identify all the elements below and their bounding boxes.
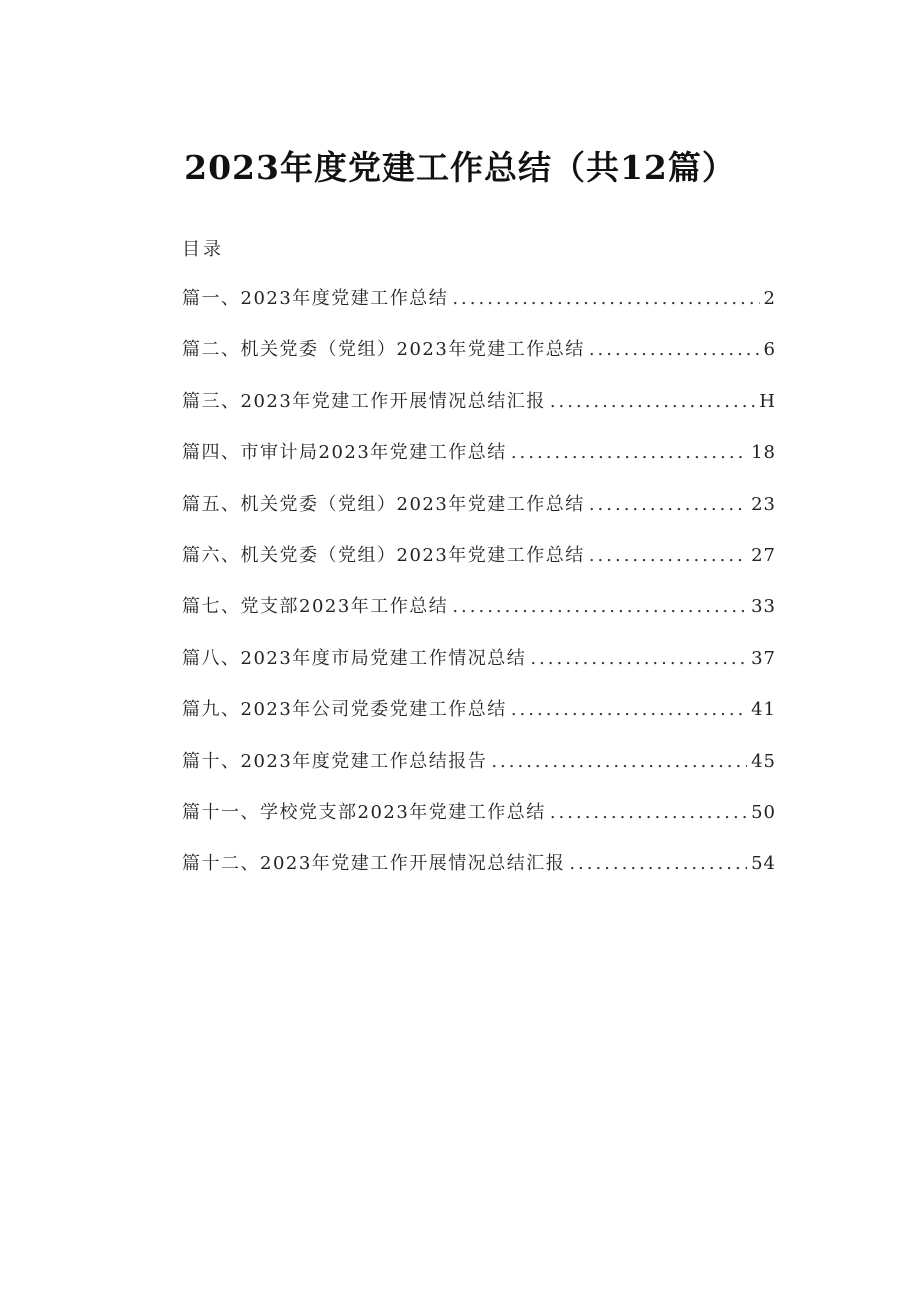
toc-dot-leader: [452, 288, 759, 309]
toc-dot-leader: [491, 751, 747, 772]
toc-entry-8[interactable]: [182, 644, 776, 695]
toc-dot-leader: [550, 802, 747, 823]
toc-page-number: 37: [751, 647, 776, 669]
toc-entry-label: 篇九、2023年公司党委党建工作总结: [182, 699, 507, 721]
document-title: 2023年度党建工作总结（共12篇）: [184, 148, 736, 187]
toc-page-number: 18: [751, 442, 776, 464]
toc-dot-leader: [511, 699, 747, 720]
toc-page-number: 27: [751, 544, 776, 566]
toc-entry-label: 篇十一、学校党支部2023年党建工作总结: [182, 801, 546, 823]
toc-entry-10[interactable]: [182, 747, 776, 798]
toc-entry-label: 篇七、党支部2023年工作总结: [182, 596, 449, 618]
toc-entry-3[interactable]: [182, 387, 776, 438]
toc-dot-leader: [530, 648, 747, 669]
toc-entry-label: 篇五、机关党委（党组）2023年党建工作总结: [182, 493, 585, 515]
toc-entry-4[interactable]: [182, 438, 776, 489]
toc-entry-6[interactable]: [182, 541, 776, 592]
toc-page-number: 2: [763, 288, 776, 309]
toc-heading: 目录: [182, 239, 224, 260]
toc-page-number: 50: [751, 801, 776, 823]
toc-entry-label: 篇一、2023年度党建工作总结: [182, 288, 449, 309]
toc-dot-leader: [589, 545, 747, 566]
toc-entry-7[interactable]: [182, 592, 776, 643]
toc-entry-1[interactable]: [182, 284, 776, 335]
toc-dot-leader: [569, 853, 747, 874]
toc-entry-12[interactable]: [182, 849, 776, 900]
toc-page-number: 33: [751, 596, 776, 618]
toc-page-number: H: [759, 390, 776, 412]
toc-dot-leader: [550, 391, 755, 412]
toc-dot-leader: [589, 494, 747, 515]
toc-entry-9[interactable]: [182, 695, 776, 746]
toc-entry-label: 篇十、2023年度党建工作总结报告: [182, 750, 488, 772]
toc-entry-5[interactable]: [182, 490, 776, 541]
toc-entry-2[interactable]: [182, 335, 776, 386]
table-of-contents: [182, 284, 776, 901]
toc-dot-leader: [589, 339, 760, 360]
toc-entry-label: 篇四、市审计局2023年党建工作总结: [182, 442, 507, 464]
toc-page-number: 6: [763, 339, 776, 361]
toc-page-number: 45: [751, 750, 776, 772]
toc-entry-label: 篇二、机关党委（党组）2023年党建工作总结: [182, 339, 585, 361]
toc-page-number: 41: [751, 699, 776, 721]
toc-page-number: 54: [751, 853, 776, 875]
toc-dot-leader: [452, 596, 747, 617]
toc-entry-11[interactable]: [182, 798, 776, 849]
toc-entry-label: 篇十二、2023年党建工作开展情况总结汇报: [182, 853, 566, 875]
toc-entry-label: 篇三、2023年党建工作开展情况总结汇报: [182, 390, 546, 412]
toc-entry-label: 篇八、2023年度市局党建工作情况总结: [182, 647, 527, 669]
toc-dot-leader: [511, 442, 747, 463]
toc-page-number: 23: [751, 493, 776, 515]
toc-entry-label: 篇六、机关党委（党组）2023年党建工作总结: [182, 544, 585, 566]
